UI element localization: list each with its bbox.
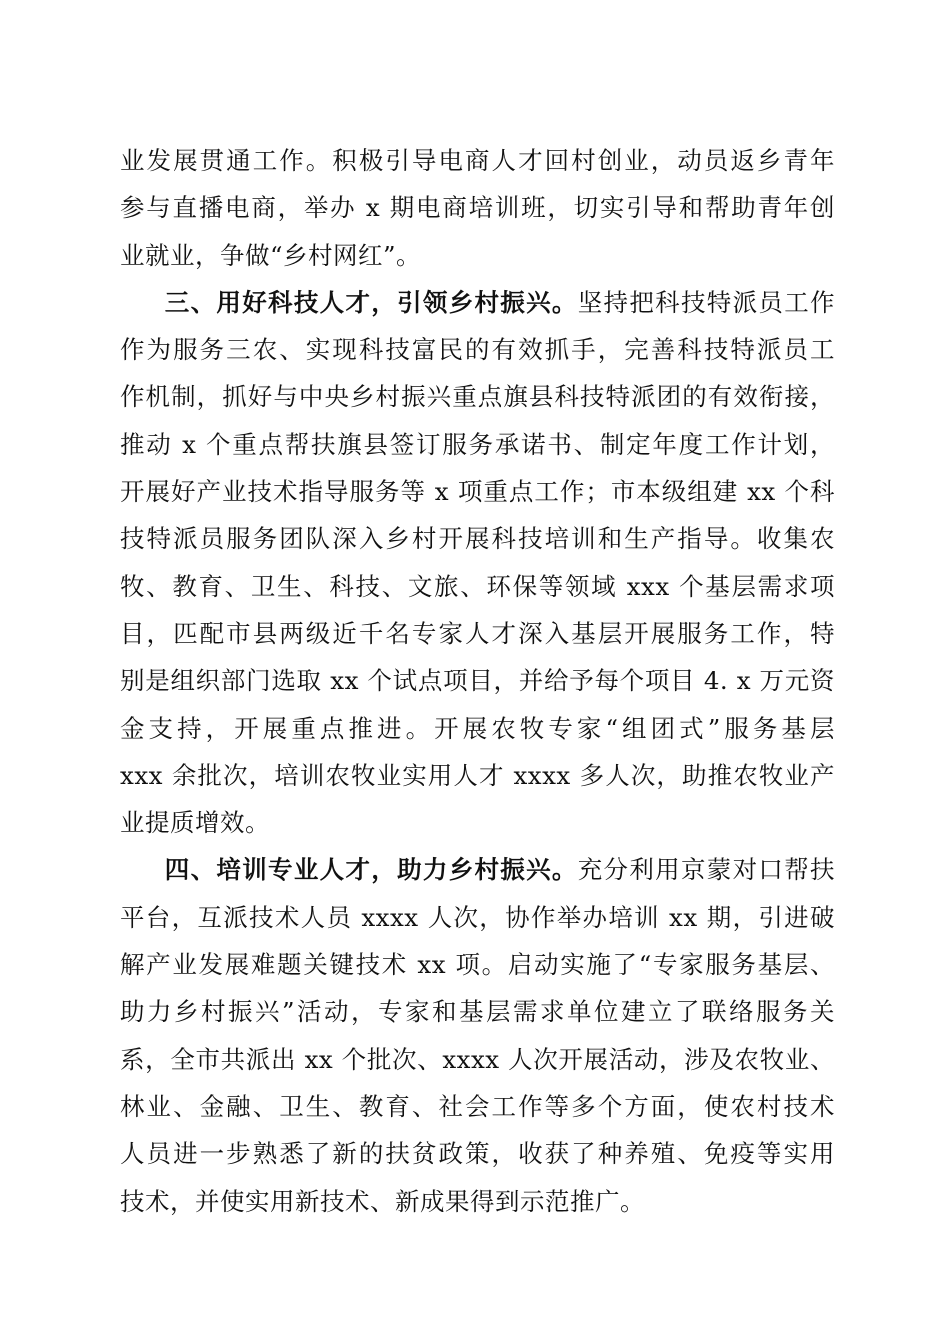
text-line: 系，全市共派出 xx 个批次、xxxx 人次开展活动，涉及农牧业、 [120,1044,835,1074]
section-heading-professional-talent: 四、培训专业人才，助力乡村振兴。 [164,855,578,885]
paragraph-tech-talent [120,279,835,847]
text-line: 业就业，争做“乡村网红”。 [120,240,422,270]
text-line: 技术，并使实用新技术、新成果得到示范推广。 [120,1186,645,1216]
document-body [120,137,835,1225]
text-line: 平台，互派技术人员 xxxx 人次，协作举办培训 xx 期，引进破 [120,902,835,932]
text-line: 人员进一步熟悉了新的扶贫政策，收获了种养殖、免疫等实用 [120,1139,835,1169]
text-line: 解产业发展难题关键技术 xx 项。启动实施了“专家服务基层、 [120,950,835,980]
text-line: 别是组织部门选取 xx 个试点项目，并给予每个项目 4. x 万元资 [120,666,835,696]
text-line: 作为服务三农、实现科技富民的有效抓手，完善科技特派员工 [120,335,835,365]
text-line-rest: 充分利用京蒙对口帮扶 [577,855,836,885]
text-line: 作机制，抓好与中央乡村振兴重点旗县科技特派团的有效衔接， [120,382,835,412]
paragraph-professional-talent [120,846,835,1224]
text-line: 金支持，开展重点推进。开展农牧专家“组团式”服务基层 [120,713,835,743]
text-line: 开展好产业技术指导服务等 x 项重点工作；市本级组建 xx 个科 [120,477,835,507]
text-line: 技特派员服务团队深入乡村开展科技培训和生产指导。收集农 [120,524,835,554]
text-line-first [120,279,835,326]
text-line: 业提质增效。 [120,808,270,838]
text-line: 业发展贯通工作。积极引导电商人才回村创业，动员返乡青年 [120,146,835,175]
text-line-first [120,846,835,893]
text-line: 助力乡村振兴”活动，专家和基层需求单位建立了联络服务关 [120,997,835,1027]
text-line: 推动 x 个重点帮扶旗县签订服务承诺书、制定年度工作计划， [120,429,835,459]
text-line: xxx 余批次，培训农牧业实用人才 xxxx 多人次，助推农牧业产 [120,760,835,790]
paragraph-ecommerce [120,137,835,279]
text-line: 目，匹配市县两级近千名专家人才深入基层开展服务工作，特 [120,618,835,648]
text-line-rest: 坚持把科技特派员工作 [577,287,836,317]
text-line: 牧、教育、卫生、科技、文旅、环保等领域 xxx 个基层需求项 [120,571,835,601]
section-heading-tech-talent: 三、用好科技人才，引领乡村振兴。 [164,287,578,317]
text-line: 林业、金融、卫生、教育、社会工作等多个方面，使农村技术 [120,1091,835,1121]
text-line: 参与直播电商，举办 x 期电商培训班，切实引导和帮助青年创 [120,193,835,223]
